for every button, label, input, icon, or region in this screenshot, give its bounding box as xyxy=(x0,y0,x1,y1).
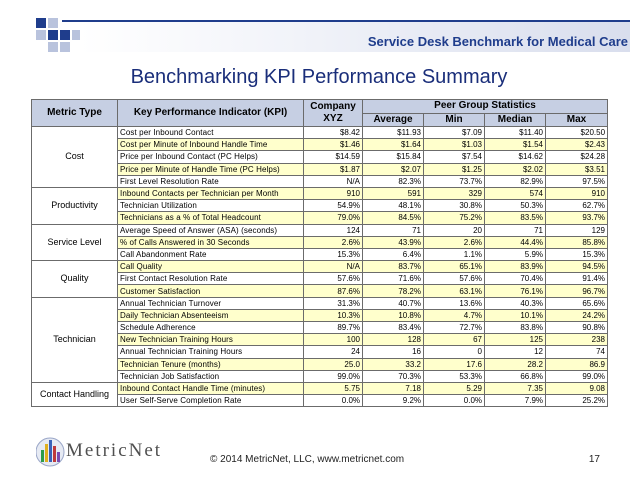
max-cell: $24.28 xyxy=(546,151,608,163)
header-kpi: Key Performance Indicator (KPI) xyxy=(118,100,304,127)
max-cell: 65.6% xyxy=(546,297,608,309)
kpi-name-cell: Inbound Contacts per Technician per Month xyxy=(118,187,304,199)
metricnet-logo xyxy=(36,430,166,478)
max-cell: 97.5% xyxy=(546,175,608,187)
kpi-table xyxy=(31,99,608,407)
table-row xyxy=(32,151,608,163)
table-row xyxy=(32,175,608,187)
metric-type-cell: Technician xyxy=(32,297,118,382)
average-cell: 7.18 xyxy=(363,382,424,394)
table-row xyxy=(32,370,608,382)
table-row xyxy=(32,322,608,334)
max-cell: 94.5% xyxy=(546,261,608,273)
median-cell: 40.3% xyxy=(485,297,546,309)
min-cell: 65.1% xyxy=(424,261,485,273)
max-cell: 86.9 xyxy=(546,358,608,370)
company-cell: 124 xyxy=(304,224,363,236)
min-cell: 63.1% xyxy=(424,285,485,297)
max-cell: 62.7% xyxy=(546,200,608,212)
min-cell: 17.6 xyxy=(424,358,485,370)
kpi-name-cell: New Technician Training Hours xyxy=(118,334,304,346)
company-cell: 31.3% xyxy=(304,297,363,309)
median-cell: 70.4% xyxy=(485,273,546,285)
table-row xyxy=(32,212,608,224)
kpi-name-cell: Inbound Contact Handle Time (minutes) xyxy=(118,382,304,394)
table-row xyxy=(32,261,608,273)
kpi-name-cell: Technician Tenure (months) xyxy=(118,358,304,370)
kpi-name-cell: Cost per Inbound Contact xyxy=(118,127,304,139)
median-cell: $2.02 xyxy=(485,163,546,175)
header-metric-type: Metric Type xyxy=(32,100,118,127)
header-min: Min xyxy=(424,113,485,127)
company-cell: 57.6% xyxy=(304,273,363,285)
company-cell: 87.6% xyxy=(304,285,363,297)
page-title: Benchmarking KPI Performance Summary xyxy=(130,66,508,88)
copyright-text: © 2014 MetricNet, LLC, www.metricnet.com xyxy=(210,454,405,465)
average-cell: 33.2 xyxy=(363,358,424,370)
median-cell: 83.9% xyxy=(485,261,546,273)
company-cell: 0.0% xyxy=(304,395,363,407)
average-cell: 70.3% xyxy=(363,370,424,382)
kpi-name-cell: Schedule Adherence xyxy=(118,322,304,334)
kpi-name-cell: First Contact Resolution Rate xyxy=(118,273,304,285)
average-cell: 71 xyxy=(363,224,424,236)
company-cell: 2.6% xyxy=(304,236,363,248)
company-cell: 54.9% xyxy=(304,200,363,212)
header-peer-group: Peer Group Statistics xyxy=(363,100,608,114)
min-cell: 57.6% xyxy=(424,273,485,285)
kpi-name-cell: % of Calls Answered in 30 Seconds xyxy=(118,236,304,248)
min-cell: 75.2% xyxy=(424,212,485,224)
table-row xyxy=(32,163,608,175)
median-cell: $14.62 xyxy=(485,151,546,163)
average-cell: 43.9% xyxy=(363,236,424,248)
table-row xyxy=(32,309,608,321)
metric-type-cell: Quality xyxy=(32,261,118,298)
table-row xyxy=(32,200,608,212)
average-cell: 82.3% xyxy=(363,175,424,187)
kpi-name-cell: Price per Minute of Handle Time (PC Helps) xyxy=(118,163,304,175)
metricnet-logo-icon xyxy=(36,432,66,472)
max-cell: 238 xyxy=(546,334,608,346)
average-cell: 128 xyxy=(363,334,424,346)
max-cell: 24.2% xyxy=(546,309,608,321)
average-cell: 40.7% xyxy=(363,297,424,309)
table-row xyxy=(32,139,608,151)
average-cell: 48.1% xyxy=(363,200,424,212)
min-cell: 53.3% xyxy=(424,370,485,382)
min-cell: 5.29 xyxy=(424,382,485,394)
table-row xyxy=(32,248,608,260)
min-cell: 20 xyxy=(424,224,485,236)
max-cell: 129 xyxy=(546,224,608,236)
median-cell: 44.4% xyxy=(485,236,546,248)
average-cell: $15.84 xyxy=(363,151,424,163)
average-cell: $1.64 xyxy=(363,139,424,151)
header-company: Company XYZ xyxy=(304,100,363,127)
average-cell: 10.8% xyxy=(363,309,424,321)
kpi-name-cell: Call Abandonment Rate xyxy=(118,248,304,260)
min-cell: 30.8% xyxy=(424,200,485,212)
max-cell: 90.8% xyxy=(546,322,608,334)
kpi-name-cell: Annual Technician Turnover xyxy=(118,297,304,309)
min-cell: $7.54 xyxy=(424,151,485,163)
header-max: Max xyxy=(546,113,608,127)
table-row xyxy=(32,395,608,407)
max-cell: 93.7% xyxy=(546,212,608,224)
min-cell: $1.25 xyxy=(424,163,485,175)
median-cell: 574 xyxy=(485,187,546,199)
median-cell: 28.2 xyxy=(485,358,546,370)
company-cell: 89.7% xyxy=(304,322,363,334)
average-cell: 16 xyxy=(363,346,424,358)
company-cell: 15.3% xyxy=(304,248,363,260)
median-cell: 50.3% xyxy=(485,200,546,212)
min-cell: $1.03 xyxy=(424,139,485,151)
median-cell: 82.9% xyxy=(485,175,546,187)
company-cell: $1.87 xyxy=(304,163,363,175)
company-cell: 99.0% xyxy=(304,370,363,382)
table-row xyxy=(32,224,608,236)
metric-type-cell: Cost xyxy=(32,127,118,188)
company-cell: N/A xyxy=(304,261,363,273)
average-cell: 78.2% xyxy=(363,285,424,297)
company-cell: 24 xyxy=(304,346,363,358)
max-cell: 910 xyxy=(546,187,608,199)
table-row xyxy=(32,297,608,309)
company-cell: 79.0% xyxy=(304,212,363,224)
metric-type-cell: Contact Handling xyxy=(32,382,118,406)
header-median: Median xyxy=(485,113,546,127)
median-cell: 125 xyxy=(485,334,546,346)
kpi-name-cell: Annual Technician Training Hours xyxy=(118,346,304,358)
min-cell: $7.09 xyxy=(424,127,485,139)
kpi-name-cell: Technician Job Satisfaction xyxy=(118,370,304,382)
min-cell: 329 xyxy=(424,187,485,199)
metric-type-cell: Productivity xyxy=(32,187,118,224)
company-cell: 100 xyxy=(304,334,363,346)
kpi-name-cell: Daily Technician Absenteeism xyxy=(118,309,304,321)
min-cell: 72.7% xyxy=(424,322,485,334)
max-cell: 9.08 xyxy=(546,382,608,394)
median-cell: $11.40 xyxy=(485,127,546,139)
header-average: Average xyxy=(363,113,424,127)
kpi-name-cell: Price per Inbound Contact (PC Helps) xyxy=(118,151,304,163)
median-cell: 7.9% xyxy=(485,395,546,407)
table-row xyxy=(32,346,608,358)
max-cell: 91.4% xyxy=(546,273,608,285)
median-cell: 83.5% xyxy=(485,212,546,224)
kpi-name-cell: User Self-Serve Completion Rate xyxy=(118,395,304,407)
average-cell: 83.7% xyxy=(363,261,424,273)
min-cell: 13.6% xyxy=(424,297,485,309)
max-cell: 85.8% xyxy=(546,236,608,248)
median-cell: 71 xyxy=(485,224,546,236)
max-cell: $2.43 xyxy=(546,139,608,151)
table-row xyxy=(32,334,608,346)
average-cell: 591 xyxy=(363,187,424,199)
kpi-name-cell: Customer Satisfaction xyxy=(118,285,304,297)
kpi-name-cell: Call Quality xyxy=(118,261,304,273)
company-cell: $1.46 xyxy=(304,139,363,151)
min-cell: 1.1% xyxy=(424,248,485,260)
min-cell: 67 xyxy=(424,334,485,346)
kpi-name-cell: Technician Utilization xyxy=(118,200,304,212)
kpi-name-cell: Average Speed of Answer (ASA) (seconds) xyxy=(118,224,304,236)
logo-text: MetricNet xyxy=(66,440,163,461)
company-cell: N/A xyxy=(304,175,363,187)
min-cell: 0.0% xyxy=(424,395,485,407)
company-cell: 5.75 xyxy=(304,382,363,394)
table-row xyxy=(32,285,608,297)
median-cell: 7.35 xyxy=(485,382,546,394)
min-cell: 0 xyxy=(424,346,485,358)
average-cell: $11.93 xyxy=(363,127,424,139)
company-cell: 910 xyxy=(304,187,363,199)
median-cell: 10.1% xyxy=(485,309,546,321)
kpi-name-cell: Technicians as a % of Total Headcount xyxy=(118,212,304,224)
min-cell: 73.7% xyxy=(424,175,485,187)
max-cell: 15.3% xyxy=(546,248,608,260)
average-cell: $2.07 xyxy=(363,163,424,175)
average-cell: 84.5% xyxy=(363,212,424,224)
median-cell: $1.54 xyxy=(485,139,546,151)
table-row xyxy=(32,358,608,370)
median-cell: 76.1% xyxy=(485,285,546,297)
max-cell: 25.2% xyxy=(546,395,608,407)
min-cell: 2.6% xyxy=(424,236,485,248)
company-cell: 10.3% xyxy=(304,309,363,321)
table-row xyxy=(32,273,608,285)
average-cell: 83.4% xyxy=(363,322,424,334)
median-cell: 5.9% xyxy=(485,248,546,260)
page-number: 17 xyxy=(588,454,600,465)
average-cell: 9.2% xyxy=(363,395,424,407)
table-row xyxy=(32,236,608,248)
company-cell: 25.0 xyxy=(304,358,363,370)
company-cell: $8.42 xyxy=(304,127,363,139)
table-row xyxy=(32,127,608,139)
median-cell: 83.8% xyxy=(485,322,546,334)
table-row xyxy=(32,382,608,394)
kpi-name-cell: First Level Resolution Rate xyxy=(118,175,304,187)
average-cell: 6.4% xyxy=(363,248,424,260)
average-cell: 71.6% xyxy=(363,273,424,285)
min-cell: 4.7% xyxy=(424,309,485,321)
kpi-table-body xyxy=(32,127,608,407)
max-cell: 74 xyxy=(546,346,608,358)
median-cell: 12 xyxy=(485,346,546,358)
kpi-name-cell: Cost per Minute of Inbound Handle Time xyxy=(118,139,304,151)
max-cell: 99.0% xyxy=(546,370,608,382)
table-row xyxy=(32,187,608,199)
metric-type-cell: Service Level xyxy=(32,224,118,261)
max-cell: $3.51 xyxy=(546,163,608,175)
median-cell: 66.8% xyxy=(485,370,546,382)
max-cell: 96.7% xyxy=(546,285,608,297)
company-cell: $14.59 xyxy=(304,151,363,163)
max-cell: $20.50 xyxy=(546,127,608,139)
report-subtitle: Service Desk Benchmark for Medical Care xyxy=(367,34,628,49)
